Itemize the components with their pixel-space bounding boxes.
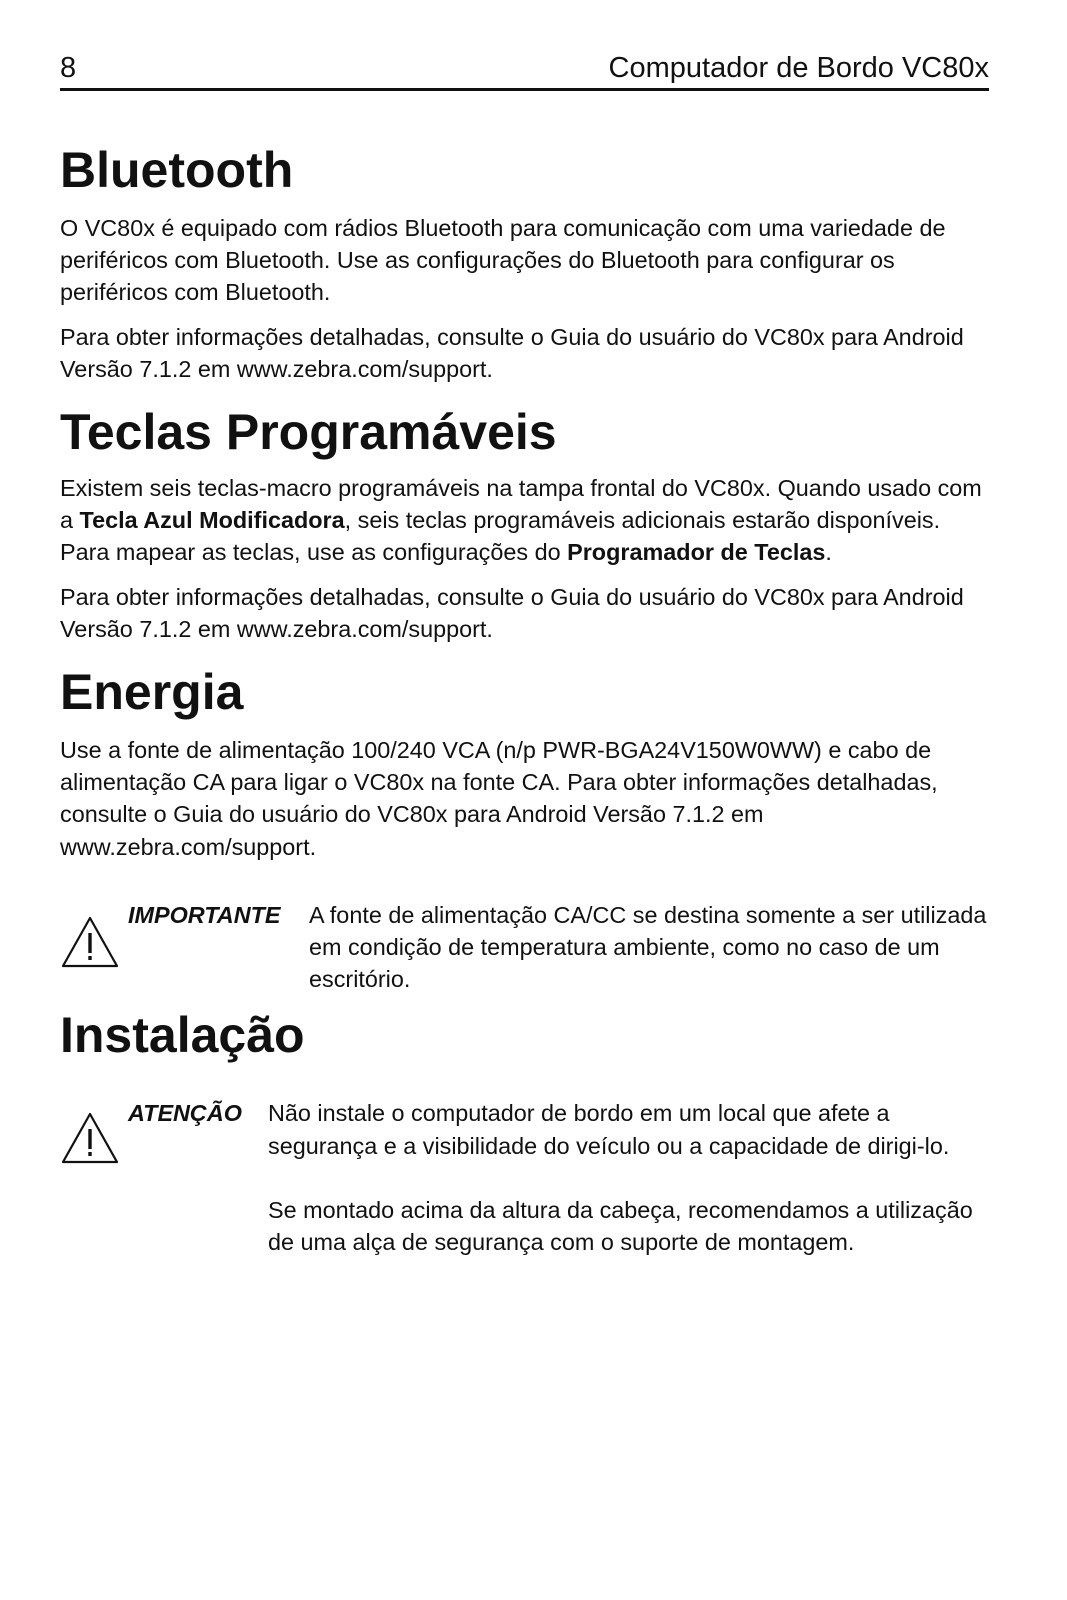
warning-triangle-icon bbox=[60, 1111, 120, 1165]
page-content bbox=[60, 140, 995, 1258]
section-energia bbox=[60, 662, 995, 995]
paragraph: Para obter informações detalhadas, consulte o Guia do usuário do VC80x para Android Versão 7.1.2 em www.zebra.com/support. bbox=[60, 323, 964, 382]
text-run: . bbox=[825, 539, 832, 566]
notice-text: A fonte de alimentação CA/CC se destina somente a ser utilizada em condição de temperatura ambiente, como no caso de um escritório. bbox=[309, 901, 987, 993]
text-run: Existem seis teclas-macro programáveis na tampa frontal do VC80x. Quando usado com a bbox=[60, 475, 982, 534]
page-number: 8 bbox=[60, 52, 77, 84]
section-heading: Teclas Programáveis bbox=[60, 404, 557, 461]
section-heading: Energia bbox=[60, 664, 244, 721]
notice-body bbox=[268, 1097, 995, 1258]
paragraph: Use a fonte de alimentação 100/240 VCA (n/p PWR-BGA24V150W0WW) e cabo de alimentação CA para ligar o VC80x na fonte CA. Para obter informações detalhadas, consulte o Guia do usuário do VC80x para Android Versão 7.1.2 em www.zebra.com/support. bbox=[60, 737, 938, 860]
section-teclas-programaveis bbox=[60, 402, 995, 645]
important-notice bbox=[60, 899, 995, 996]
text-run: , seis teclas programáveis adicionais estarão disponíveis. Para mapear as teclas, use as configurações do bbox=[60, 507, 941, 566]
page-header bbox=[60, 50, 989, 91]
running-title: Computador de Bordo VC80x bbox=[608, 52, 989, 84]
notice-label: ATENÇÃO bbox=[128, 1100, 242, 1127]
caution-notice bbox=[60, 1097, 995, 1258]
notice-text: Se montado acima da altura da cabeça, recomendamos a utilização de uma alça de segurança com o suporte de montagem. bbox=[268, 1196, 973, 1256]
section-heading: Instalação bbox=[60, 1007, 305, 1064]
paragraph: O VC80x é equipado com rádios Bluetooth para comunicação com uma variedade de periféricos com Bluetooth. Use as configurações do Bluetooth para configurar os periféricos com Bluetooth. bbox=[60, 215, 946, 306]
bold-term: Programador de Teclas bbox=[567, 539, 826, 566]
notice-label: IMPORTANTE bbox=[128, 901, 281, 928]
section-bluetooth bbox=[60, 140, 995, 385]
notice-text: Não instale o computador de bordo em um local que afete a segurança e a visibilidade do veículo ou a capacidade de dirigi-lo. bbox=[268, 1100, 950, 1159]
paragraph bbox=[60, 472, 995, 569]
section-heading: Bluetooth bbox=[60, 142, 294, 198]
notice-body bbox=[309, 899, 995, 996]
paragraph: Para obter informações detalhadas, consulte o Guia do usuário do VC80x para Android Versão 7.1.2 em www.zebra.com/support. bbox=[60, 583, 964, 642]
warning-triangle-icon bbox=[60, 915, 120, 969]
section-instalacao bbox=[60, 1005, 995, 1258]
bold-term: Tecla Azul Modificadora bbox=[79, 507, 345, 534]
